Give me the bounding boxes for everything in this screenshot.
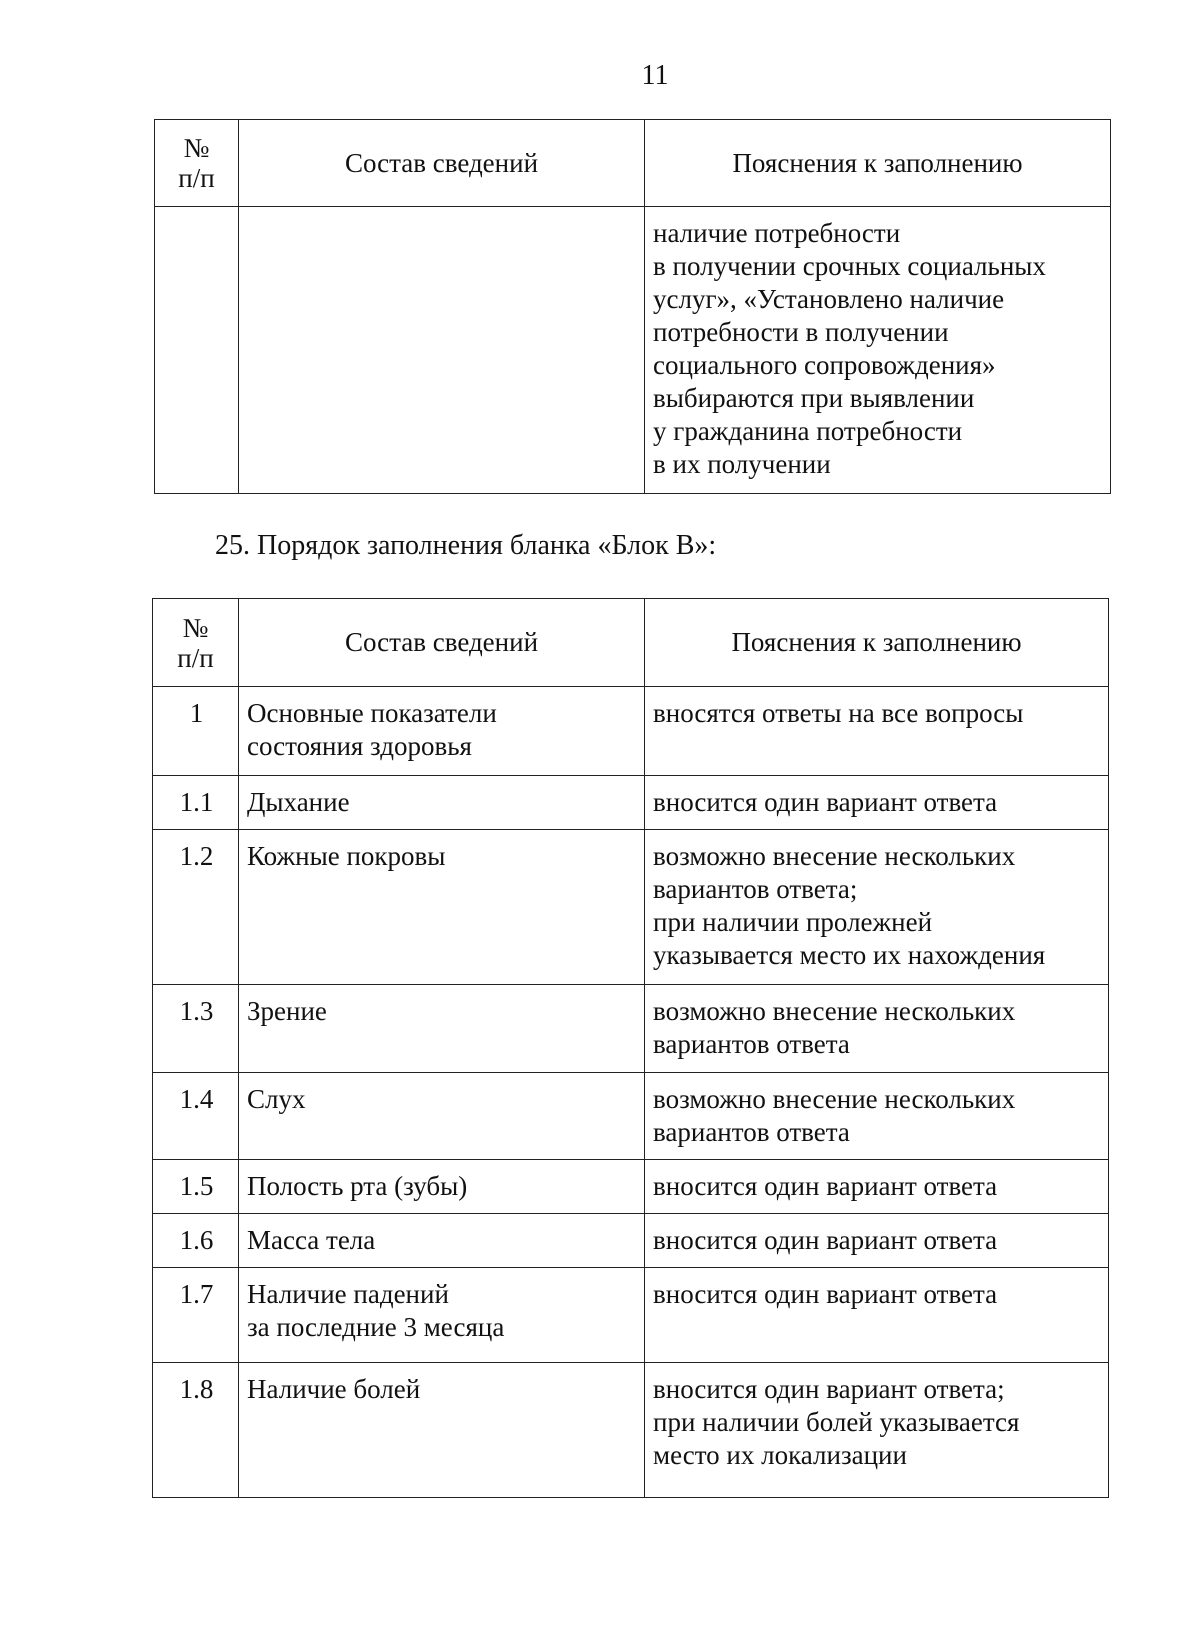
row-explanation: возможно внесение нескольких вариантов ответа; при наличии пролежней указывается место их нахождения: [645, 830, 1109, 985]
continued-table: [154, 119, 1111, 494]
row-num: [155, 207, 239, 494]
row-explanation: вносится один вариант ответа: [645, 1160, 1109, 1214]
row-num: 1.8: [153, 1363, 239, 1498]
row-composition: Наличие болей: [239, 1363, 645, 1498]
header-num: № п/п: [153, 599, 239, 687]
row-num: 1.4: [153, 1073, 239, 1160]
table-row: [153, 1073, 1109, 1160]
row-composition: Полость рта (зубы): [239, 1160, 645, 1214]
row-composition: Зрение: [239, 985, 645, 1073]
row-explanation: наличие потребности в получении срочных социальных услуг», «Установлено наличие потребности в получении социального сопровождения» выбираются при выявлении у гражданина потребности в их получении: [645, 207, 1111, 494]
header-explanation: Пояснения к заполнению: [645, 120, 1111, 207]
table-header-row: [155, 120, 1111, 207]
row-num: 1.2: [153, 830, 239, 985]
row-composition: Кожные покровы: [239, 830, 645, 985]
row-composition: [239, 207, 645, 494]
row-explanation: возможно внесение нескольких вариантов ответа: [645, 985, 1109, 1073]
section-heading: 25. Порядок заполнения бланка «Блок В»:: [215, 530, 717, 561]
table-row: [153, 687, 1109, 776]
row-explanation: вносится один вариант ответа: [645, 1268, 1109, 1363]
header-explanation: Пояснения к заполнению: [645, 599, 1109, 687]
table-row: [153, 985, 1109, 1073]
table-header-row: [153, 599, 1109, 687]
row-explanation: вносится один вариант ответа; при наличии болей указывается место их локализации: [645, 1363, 1109, 1498]
row-composition: Слух: [239, 1073, 645, 1160]
header-composition: Состав сведений: [239, 599, 645, 687]
row-num: 1.1: [153, 776, 239, 830]
table-row: [155, 207, 1111, 494]
row-explanation: вносится один вариант ответа: [645, 1214, 1109, 1268]
table-row: [153, 1160, 1109, 1214]
page-number: 11: [641, 60, 669, 91]
row-num: 1.5: [153, 1160, 239, 1214]
table-row: [153, 1214, 1109, 1268]
table-row: [153, 776, 1109, 830]
header-composition: Состав сведений: [239, 120, 645, 207]
row-num: 1: [153, 687, 239, 776]
table-row: [153, 1363, 1109, 1498]
row-composition: Масса тела: [239, 1214, 645, 1268]
block-v-table: [152, 598, 1109, 1498]
row-num: 1.3: [153, 985, 239, 1073]
row-composition: Основные показатели состояния здоровья: [239, 687, 645, 776]
table-row: [153, 830, 1109, 985]
row-explanation: возможно внесение нескольких вариантов ответа: [645, 1073, 1109, 1160]
row-num: 1.6: [153, 1214, 239, 1268]
row-num: 1.7: [153, 1268, 239, 1363]
header-num: № п/п: [155, 120, 239, 207]
row-explanation: вносится один вариант ответа: [645, 776, 1109, 830]
table-row: [153, 1268, 1109, 1363]
row-explanation: вносятся ответы на все вопросы: [645, 687, 1109, 776]
row-composition: Дыхание: [239, 776, 645, 830]
row-composition: Наличие падений за последние 3 месяца: [239, 1268, 645, 1363]
